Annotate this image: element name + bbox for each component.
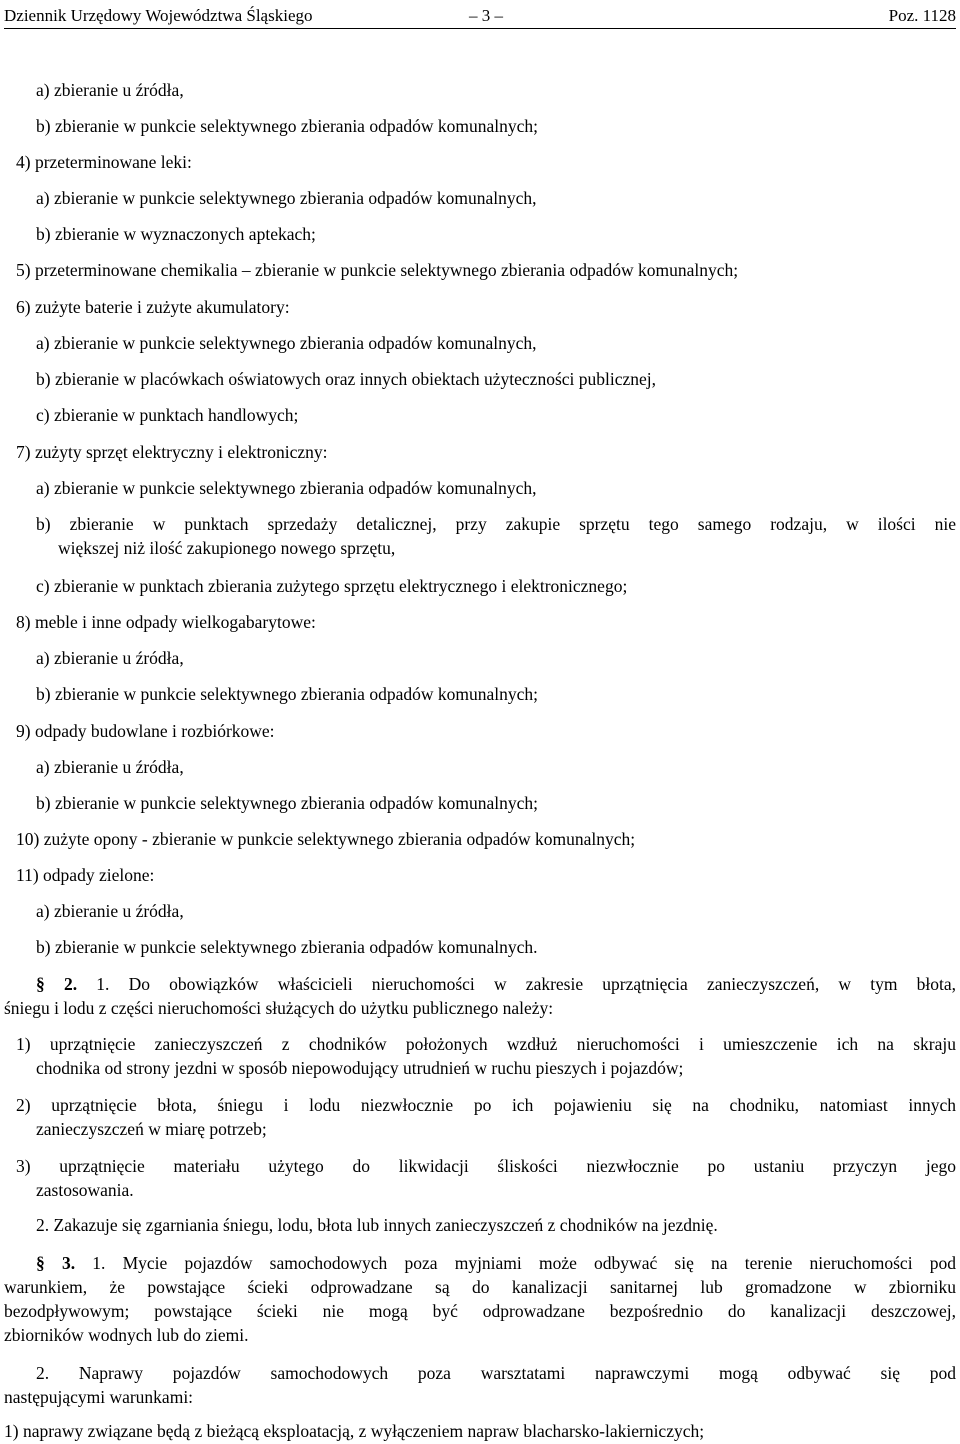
paragraph-line: 1. Mycie pojazdów samochodowych poza myjniami może odbywać się na terenie nieruchomości pod xyxy=(92,1253,956,1273)
list-item: 10) zużyte opony - zbieranie w punkcie selektywnego zbierania odpadów komunalnych; xyxy=(16,829,636,849)
list-item: 6) zużyte baterie i zużyte akumulatory: xyxy=(16,297,290,317)
list-item: b) zbieranie w punkcie selektywnego zbierania odpadów komunalnych. xyxy=(36,937,538,957)
list-item: a) zbieranie w punkcie selektywnego zbierania odpadów komunalnych, xyxy=(36,478,537,498)
list-item-line: chodnika od strony jezdni w sposób niepowodujący utrudnień w ruchu pieszych i pojazdów; xyxy=(36,1058,684,1078)
section-3-number: § 3. xyxy=(36,1253,76,1273)
list-item-line: zanieczyszczeń w miarę potrzeb; xyxy=(36,1119,267,1139)
paragraph-line: śniegu i lodu z części nieruchomości służących do użytku publicznego należy: xyxy=(4,998,554,1018)
paragraph xyxy=(4,1275,956,1299)
list-item: c) zbieranie w punktach handlowych; xyxy=(36,405,299,425)
list-item: a) zbieranie u źródła, xyxy=(36,80,184,100)
paragraph-line: bezodpływowym; powstające ścieki nie mogą być odprowadzane bezpośrednio do kanalizacji deszczowej, xyxy=(4,1301,956,1321)
list-item-line: 1) uprzątnięcie zanieczyszczeń z chodników położonych wzdłuż nieruchomości i umieszczenie ich na skraju xyxy=(16,1034,956,1054)
list-item xyxy=(16,1032,956,1056)
list-item-line: zastosowania. xyxy=(36,1180,134,1200)
list-item-line: 3) uprzątnięcie materiału użytego do likwidacji śliskości niezwłocznie po ustaniu przyczyn jego xyxy=(16,1156,956,1176)
list-item: 4) przeterminowane leki: xyxy=(16,152,192,172)
page-header xyxy=(4,2,956,29)
position-number: Poz. 1128 xyxy=(888,6,956,25)
section-2-number: § 2. xyxy=(36,974,78,994)
list-item xyxy=(16,1093,956,1117)
section-3-paragraph-2 xyxy=(36,1361,956,1385)
list-item: b) zbieranie w punkcie selektywnego zbierania odpadów komunalnych; xyxy=(36,116,538,136)
section-3-paragraph-1 xyxy=(36,1251,956,1275)
list-item: b) zbieranie w punkcie selektywnego zbierania odpadów komunalnych; xyxy=(36,684,538,704)
journal-title: Dziennik Urzędowy Województwa Śląskiego xyxy=(4,6,313,25)
list-item: 11) odpady zielone: xyxy=(16,865,155,885)
list-item: b) zbieranie w punkcie selektywnego zbierania odpadów komunalnych; xyxy=(36,793,538,813)
list-item: a) zbieranie w punkcie selektywnego zbierania odpadów komunalnych, xyxy=(36,333,537,353)
list-item xyxy=(16,1154,956,1178)
list-item: b) zbieranie w wyznaczonych aptekach; xyxy=(36,224,316,244)
section-2-paragraph-2: 2. Zakazuje się zgarniania śniegu, lodu, błota lub innych zanieczyszczeń z chodników na jezdnię. xyxy=(36,1215,718,1235)
paragraph-line: zbiorników wodnych lub do ziemi. xyxy=(4,1325,249,1345)
list-item: a) zbieranie w punkcie selektywnego zbierania odpadów komunalnych, xyxy=(36,188,537,208)
list-item: 5) przeterminowane chemikalia – zbieranie w punkcie selektywnego zbierania odpadów komunalnych; xyxy=(16,260,739,280)
list-item: a) zbieranie u źródła, xyxy=(36,901,184,921)
page-number: – 3 – xyxy=(469,6,503,25)
list-item: 9) odpady budowlane i rozbiórkowe: xyxy=(16,721,275,741)
paragraph-line: następującymi warunkami: xyxy=(4,1387,194,1407)
list-item: c) zbieranie w punktach zbierania zużytego sprzętu elektrycznego i elektronicznego; xyxy=(36,576,628,596)
list-item: a) zbieranie u źródła, xyxy=(36,648,184,668)
list-item-line: 2) uprzątnięcie błota, śniegu i lodu niezwłocznie po ich pojawieniu się na chodniku, natomiast innych xyxy=(16,1095,956,1115)
list-item: 7) zużyty sprzęt elektryczny i elektroniczny: xyxy=(16,442,328,462)
list-item xyxy=(36,512,956,536)
list-item: b) zbieranie w placówkach oświatowych oraz innych obiektach użyteczności publicznej, xyxy=(36,369,657,389)
section-2-paragraph-1 xyxy=(36,972,956,996)
paragraph xyxy=(4,1299,956,1323)
paragraph-line: 2. Naprawy pojazdów samochodowych poza warsztatami naprawczymi mogą odbywać się pod xyxy=(36,1363,956,1383)
list-item: a) zbieranie u źródła, xyxy=(36,757,184,777)
list-item-line: b) zbieranie w punktach sprzedaży detalicznej, przy zakupie sprzętu tego samego rodzaju, w ilości nie xyxy=(36,514,956,534)
list-item: 8) meble i inne odpady wielkogabarytowe: xyxy=(16,612,316,632)
paragraph-line: warunkiem, że powstające ścieki odprowadzane są do kanalizacji sanitarnej lub gromadzone w zbiorniku xyxy=(4,1277,956,1297)
list-item-line: większej niż ilość zakupionego nowego sprzętu, xyxy=(58,538,396,558)
paragraph-line: 1. Do obowiązków właścicieli nieruchomości w zakresie uprzątnięcia zanieczyszczeń, w tym błota, xyxy=(96,974,956,994)
list-item: 1) naprawy związane będą z bieżącą eksploatacją, z wyłączeniem napraw blacharsko-lakierniczych; xyxy=(4,1421,705,1441)
